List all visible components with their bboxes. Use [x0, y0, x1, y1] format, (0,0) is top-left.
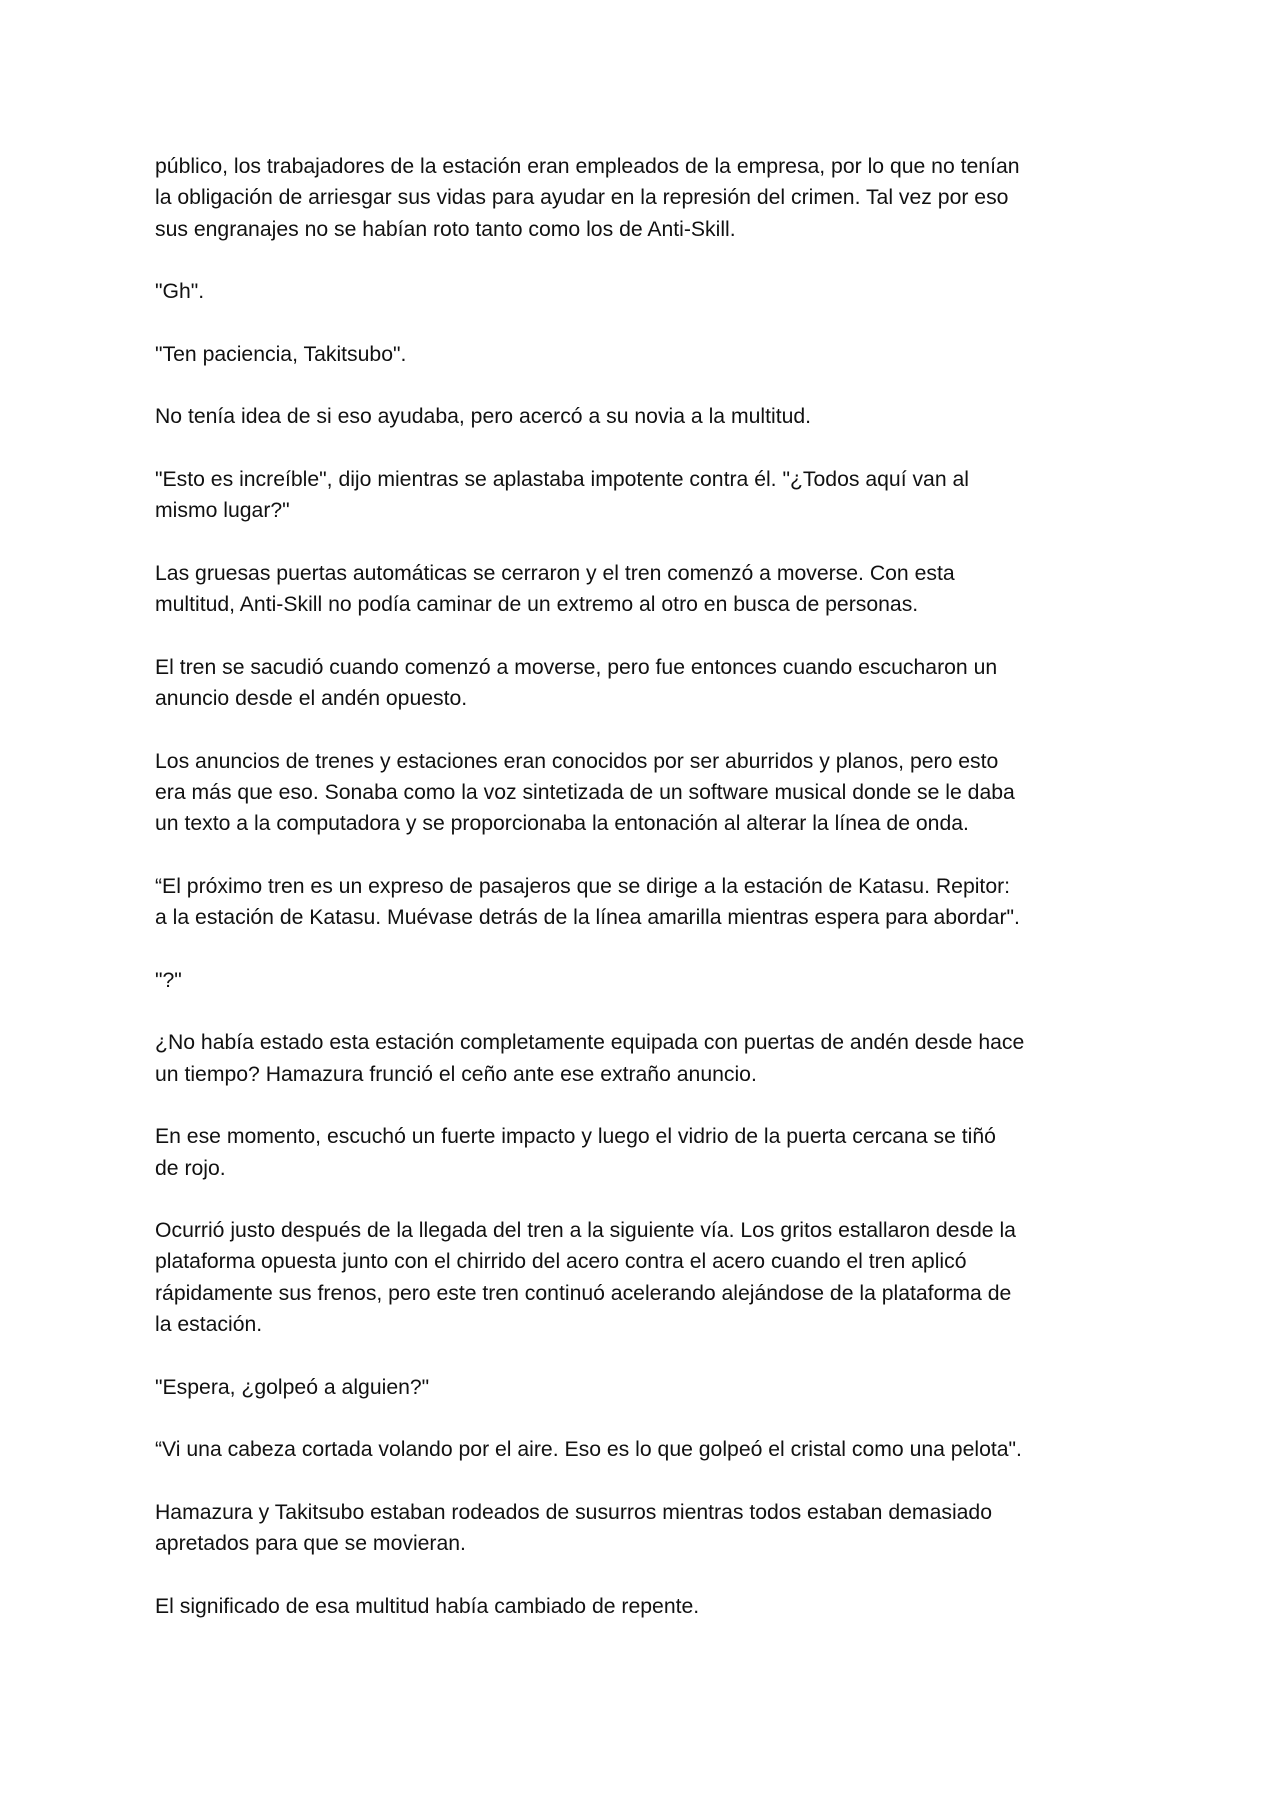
paragraph: [155, 276, 1130, 307]
paragraph: [155, 1027, 1130, 1090]
paragraph: [155, 1434, 1130, 1465]
paragraph: [155, 965, 1130, 996]
text-line: Ocurrió justo después de la llegada del tren a la siguiente vía. Los gritos estallaron desde la: [155, 1219, 1016, 1243]
text-line: “Vi una cabeza cortada volando por el aire. Eso es lo que golpeó el cristal como una pelota".: [155, 1438, 1022, 1462]
text-line: era más que eso. Sonaba como la voz sintetizada de un software musical donde se le daba: [155, 780, 1015, 804]
text-line: "?": [155, 968, 182, 992]
paragraph: [155, 558, 1130, 621]
document-page: [155, 151, 1130, 1653]
text-line: rápidamente sus frenos, pero este tren continuó acelerando alejándose de la plataforma de: [155, 1281, 1012, 1305]
paragraph: [155, 652, 1130, 715]
text-line: la obligación de arriesgar sus vidas para ayudar en la represión del crimen. Tal vez por eso: [155, 186, 1009, 210]
paragraph: [155, 401, 1130, 432]
text-line: "Gh".: [155, 280, 205, 304]
text-line: “El próximo tren es un expreso de pasajeros que se dirige a la estación de Katasu. Repitor:: [155, 874, 1011, 898]
paragraph: [155, 1121, 1130, 1184]
text-line: El tren se sacudió cuando comenzó a moverse, pero fue entonces cuando escucharon un: [155, 655, 998, 679]
paragraph: [155, 1215, 1130, 1340]
paragraph: [155, 464, 1130, 527]
text-line: plataforma opuesta junto con el chirrido del acero contra el acero cuando el tren aplicó: [155, 1250, 967, 1274]
text-line: sus engranajes no se habían roto tanto como los de Anti-Skill.: [155, 217, 736, 241]
text-line: No tenía idea de si eso ayudaba, pero acercó a su novia a la multitud.: [155, 405, 812, 429]
text-line: "Ten paciencia, Takitsubo".: [155, 342, 407, 366]
text-line: "Espera, ¿golpeó a alguien?": [155, 1375, 430, 1399]
paragraph: [155, 746, 1130, 840]
text-line: un texto a la computadora y se proporcionaba la entonación al alterar la línea de onda.: [155, 812, 969, 836]
text-line: un tiempo? Hamazura frunció el ceño ante ese extraño anuncio.: [155, 1062, 757, 1086]
text-line: anuncio desde el andén opuesto.: [155, 687, 468, 711]
text-line: apretados para que se movieran.: [155, 1532, 466, 1556]
paragraph: [155, 339, 1130, 370]
text-line: Los anuncios de trenes y estaciones eran conocidos por ser aburridos y planos, pero esto: [155, 749, 999, 773]
text-line: "Esto es increíble", dijo mientras se aplastaba impotente contra él. "¿Todos aquí van al: [155, 467, 969, 491]
text-line: a la estación de Katasu. Muévase detrás de la línea amarilla mientras espera para abordar".: [155, 906, 1020, 930]
paragraph: [155, 871, 1130, 934]
text-line: mismo lugar?": [155, 499, 290, 523]
text-line: Hamazura y Takitsubo estaban rodeados de susurros mientras todos estaban demasiado: [155, 1500, 992, 1524]
text-line: ¿No había estado esta estación completamente equipada con puertas de andén desde hace: [155, 1031, 1025, 1055]
text-line: multitud, Anti-Skill no podía caminar de un extremo al otro en busca de personas.: [155, 593, 919, 617]
text-line: público, los trabajadores de la estación eran empleados de la empresa, por lo que no tenían: [155, 155, 1020, 178]
paragraph: [155, 1372, 1130, 1403]
text-line: de rojo.: [155, 1156, 226, 1180]
text-line: El significado de esa multitud había cambiado de repente.: [155, 1594, 700, 1618]
text-line: En ese momento, escuchó un fuerte impacto y luego el vidrio de la puerta cercana se tiñó: [155, 1125, 996, 1149]
paragraph: [155, 1591, 1130, 1622]
text-line: la estación.: [155, 1312, 263, 1336]
text-line: Las gruesas puertas automáticas se cerraron y el tren comenzó a moverse. Con esta: [155, 561, 955, 585]
paragraph: [155, 151, 1130, 245]
paragraph: [155, 1497, 1130, 1560]
